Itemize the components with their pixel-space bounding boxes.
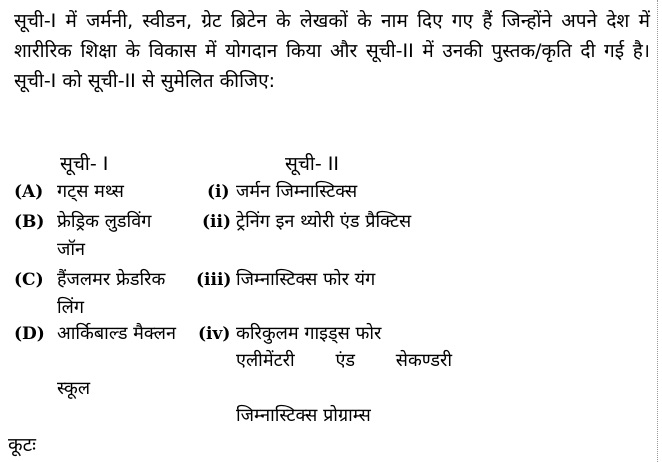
list2-label-ii: (ii): [202, 212, 232, 232]
list2-item-i: जर्मन जिम्नास्टिक्स: [236, 181, 358, 202]
list2-item-ii: ट्रेनिंग इन थ्योरी एंड प्रैक्टिस: [236, 211, 412, 232]
list1-item-b: फ्रेड्रिक लुडविंग: [57, 211, 152, 232]
list2-item-iii: जिम्नास्टिक्स फोर यंग: [236, 269, 376, 290]
list2-label-iii: (iii): [196, 270, 232, 290]
list1-item-c-cont: लिंग: [57, 297, 84, 318]
list1-item-a: गट्स मथ्स: [57, 181, 124, 202]
list1-header: सूची- I: [60, 153, 109, 175]
list1-item-c: हैंजलमर फ्रेडरिक: [57, 269, 166, 290]
list1-item-d-cont: स्कूल: [57, 378, 91, 399]
list1-label-d: (D): [14, 324, 45, 344]
list1-label-b: (B): [14, 212, 45, 232]
list2-label-i: (i): [207, 182, 230, 202]
list1-item-b-cont: जॉन: [57, 239, 86, 260]
list1-label-a: (A): [14, 182, 44, 202]
list2-label-iv: (iv): [198, 324, 231, 344]
list2-header: सूची- II: [285, 153, 339, 175]
question-text: सूची-I में जर्मनी, स्वीडन, ग्रेट ब्रिटेन के लेखकों के नाम दिए गए हैं जिन्होंने अपने देश में शारीरिक शिक्षा के विकास में योगदान किया और सूची-II में उनकी पुस्तक/कृति दी गई है। सूची-I को सूची-II से सुमेलित कीजिए:: [14, 10, 650, 92]
list2-item-iv: करिकुलम गाइड्स फोर: [236, 323, 382, 344]
list1-item-d: आर्किबाल्ड मैक्लन: [57, 323, 176, 344]
list2-item-iv-cont: एलीमेंटरी एंड सेकण्डरी: [236, 350, 452, 371]
page-edge-rule: [657, 0, 658, 462]
list2-item-iv-cont2: जिम्नास्टिक्स प्रोग्राम्स: [236, 405, 371, 426]
list1-label-c: (C): [14, 270, 44, 290]
codes-label: कूटः: [8, 434, 37, 456]
